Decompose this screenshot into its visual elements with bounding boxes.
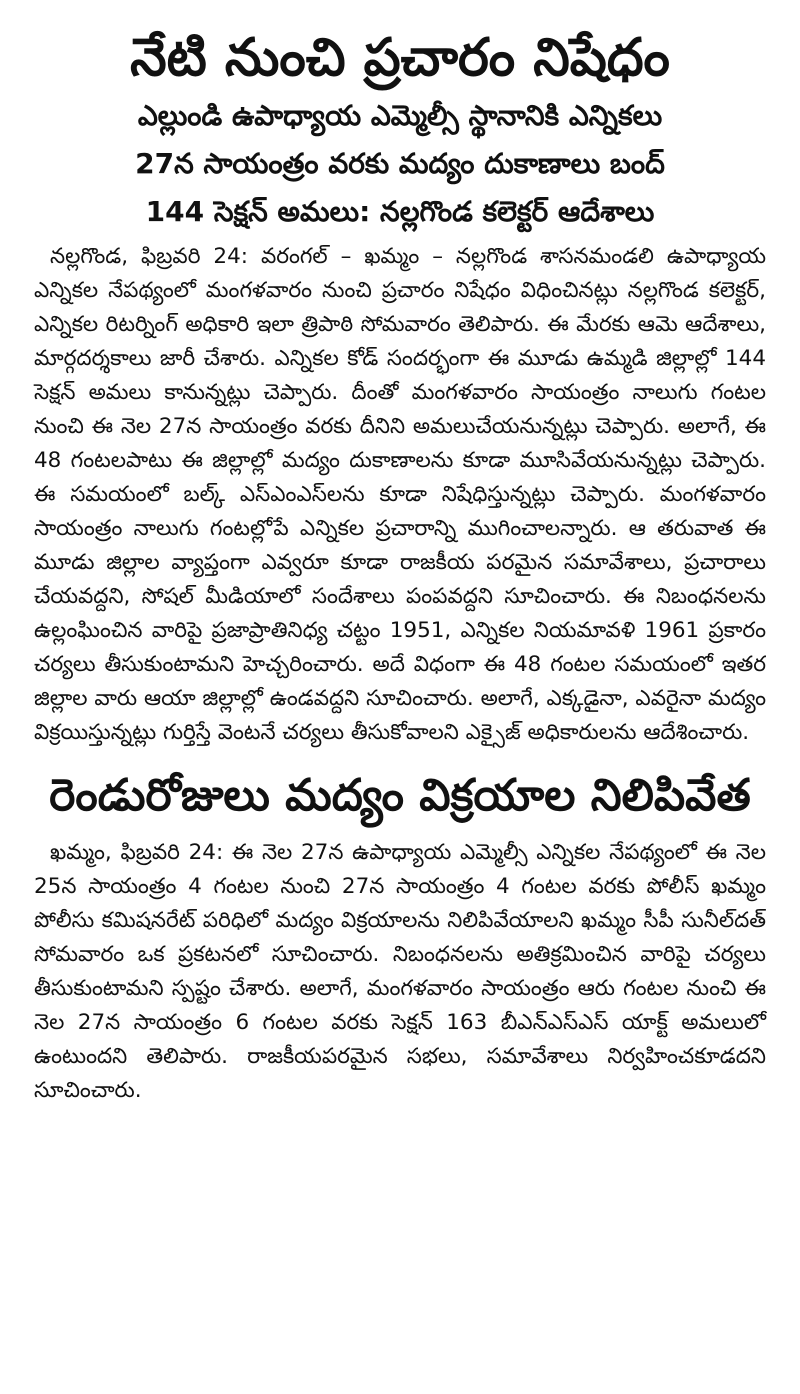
subheadline-liquor-shops: 27న సాయంత్రం వరకు మద్యం దుకాణాలు బంద్ [135,147,665,180]
section-headline: రెండురోజులు మద్యం విక్రయాల నిలిపివేత [49,770,751,821]
subheadline-election-date: ఎల్లుండి ఉపాధ్యాయ ఎమ్మెల్సీ స్థానానికి ఎన్నికలు [137,99,663,132]
article-body [34,836,766,1108]
article-body-text: ఈ నెల 27న ఉపాధ్యాయ ఎమ్మెల్సీ ఎన్నికల నేపథ్యంలో ఈ నెల 25న సాయంత్రం 4 గంటల నుంచి 27న సాయంత్రం 4 గంటల వరకు పోలీస్ ఖమ్మం పోలీసు కమిషనరేట్ పరిధిలో మద్యం విక్రయాలను నిలిపివేయాలని ఖమ్మం సీపీ సునీల్‌దత్ సోమవారం ఒక ప్రకటనలో సూచించారు. నిబంధనలను అతిక్రమించిన వారిపై చర్యలు తీసుకుంటామని స్పష్టం చేశారు. అలాగే, మంగళవారం సాయంత్రం ఆరు గంటల నుంచి ఈ నెల 27న సాయంత్రం 6 గంటల వరకు సెక్షన్ 163 బీఎన్ఎస్ఎస్ యాక్ట్ అమలులో ఉంటుందని తెలిపారు. రాజకీయపరమైన సభలు, సమావేశాలు నిర్వహించకూడదని సూచించారు. [34,840,766,1103]
subheadline-section-144: 144 సెక్షన్ అమలు: నల్లగొండ కలెక్టర్ ఆదేశాలు [145,195,655,228]
article-campaign-ban [34,26,766,750]
article-body-text: వరంగల్ – ఖమ్మం – నల్లగొండ శాసనమండలి ఉపాధ్యాయ ఎన్నికల నేపథ్యంలో మంగళవారం నుంచి ప్రచారం నిషేధం విధించినట్లు నల్లగొండ కలెక్టర్, ఎన్నికల రిటర్నింగ్ అధికారి ఇలా త్రిపాఠి సోమవారం తెలిపారు. ఈ మేరకు ఆమె ఆదేశాలు, మార్గదర్శకాలు జారీ చేశారు. ఎన్నికల కోడ్ సందర్భంగా ఈ మూడు ఉమ్మడి జిల్లాల్లో 144 సెక్షన్ అమలు కానున్నట్లు చెప్పారు. దీంతో మంగళవారం సాయంత్రం నాలుగు గంటల నుంచి ఈ నెల 27న సాయంత్రం వరకు దీనిని అమలుచేయనున్నట్లు చెప్పారు. అలాగే, ఈ 48 గంటలపాటు ఈ జిల్లాల్లో మద్యం దుకాణాలను కూడా మూసివేయనున్నట్లు చెప్పారు. ఈ సమయంలో బల్క్ ఎస్ఎంఎస్‌లను కూడా నిషేధిస్తున్నట్లు చెప్పారు. మంగళవారం సాయంత్రం నాలుగు గంటల్లోపే ఎన్నికల ప్రచారాన్ని ముగించాలన్నారు. ఆ తరువాత ఈ మూడు జిల్లాల వ్యాప్తంగా ఎవ్వరూ కూడా రాజకీయ పరమైన సమావేశాలు, ప్రచారాలు చేయవద్దని, సోషల్ మీడియాలో సందేశాలు పంపవద్దని సూచించారు. ఈ నిబంధనలను ఉల్లంఘించిన వారిపై ప్రజాప్రాతినిధ్య చట్టం 1951, ఎన్నికల నియమావళి 1961 ప్రకారం చర్యలు తీసుకుంటామని హెచ్చరించారు. అదే విధంగా ఈ 48 గంటల సమయంలో ఇతర జిల్లాల వారు ఆయా జిల్లాల్లో ఉండవద్దని సూచించారు. అలాగే, ఎక్కడైనా, ఎవరైనా మద్యం విక్రయిస్తున్నట్లు గుర్తిస్తే వెంటనే చర్యలు తీసుకోవాలని ఎక్సైజ్ అధికారులను ఆదేశించారు. [34,244,766,745]
article-body [34,240,766,750]
headline: నేటి నుంచి ప్రచారం నిషేధం [130,28,670,88]
article-liquor-sale-halt [34,768,766,1108]
dateline: ఖమ్మం, ఫిబ్రవరి 24: [50,840,224,865]
dateline: నల్లగొండ, ఫిబ్రవరి 24: [50,244,248,269]
